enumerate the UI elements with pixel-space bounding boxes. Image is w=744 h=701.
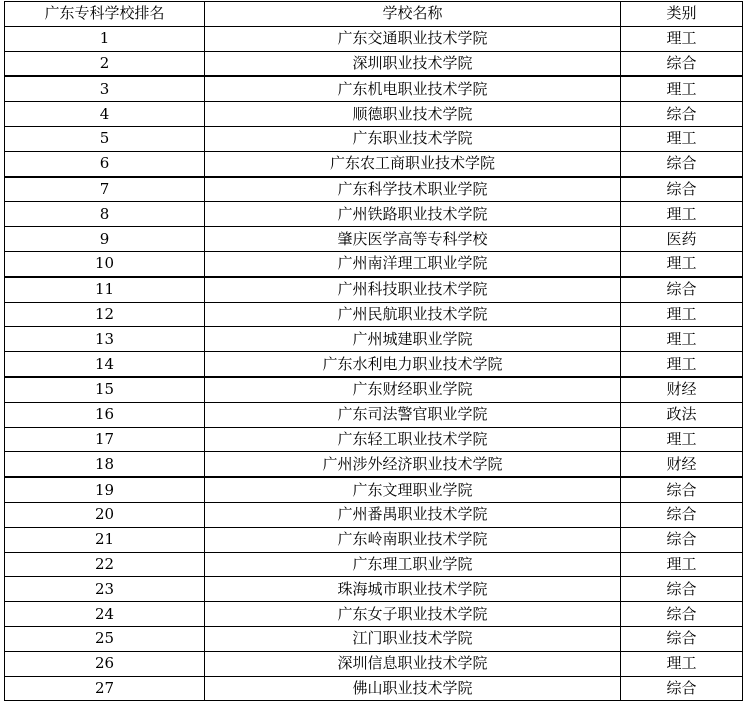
table-row (5, 302, 743, 327)
category-cell: 理工 (621, 327, 743, 352)
rank-cell: 2 (5, 51, 205, 76)
school-name-cell: 广东理工职业学院 (205, 552, 621, 577)
category-cell: 财经 (621, 377, 743, 402)
header-category: 类别 (621, 2, 743, 27)
category-cell: 理工 (621, 427, 743, 452)
category-cell: 综合 (621, 102, 743, 127)
category-cell: 综合 (621, 626, 743, 651)
school-name-cell: 广东文理职业学院 (205, 477, 621, 502)
school-name-cell: 广东交通职业技术学院 (205, 26, 621, 51)
table-row (5, 227, 743, 252)
category-cell: 综合 (621, 527, 743, 552)
school-name-cell: 广东女子职业技术学院 (205, 602, 621, 627)
table-row (5, 626, 743, 651)
table-row (5, 676, 743, 701)
rank-cell: 12 (5, 302, 205, 327)
school-name-cell: 江门职业技术学院 (205, 626, 621, 651)
header-rank: 广东专科学校排名 (5, 2, 205, 27)
rank-cell: 23 (5, 577, 205, 602)
rank-cell: 18 (5, 452, 205, 477)
rank-cell: 3 (5, 76, 205, 101)
rank-cell: 14 (5, 352, 205, 377)
school-name-cell: 广州科技职业技术学院 (205, 277, 621, 302)
header-school-name: 学校名称 (205, 2, 621, 27)
rank-cell: 17 (5, 427, 205, 452)
category-cell: 理工 (621, 26, 743, 51)
category-cell: 理工 (621, 651, 743, 676)
category-cell: 综合 (621, 51, 743, 76)
school-name-cell: 广州民航职业技术学院 (205, 302, 621, 327)
school-name-cell: 广东岭南职业技术学院 (205, 527, 621, 552)
category-cell: 综合 (621, 577, 743, 602)
rank-cell: 6 (5, 151, 205, 176)
table-row (5, 651, 743, 676)
category-cell: 理工 (621, 352, 743, 377)
rank-cell: 5 (5, 126, 205, 151)
school-name-cell: 佛山职业技术学院 (205, 676, 621, 701)
school-name-cell: 珠海城市职业技术学院 (205, 577, 621, 602)
school-name-cell: 顺德职业技术学院 (205, 102, 621, 127)
category-cell: 财经 (621, 452, 743, 477)
rank-cell: 26 (5, 651, 205, 676)
category-cell: 理工 (621, 202, 743, 227)
rank-cell: 16 (5, 402, 205, 427)
category-cell: 理工 (621, 552, 743, 577)
category-cell: 综合 (621, 151, 743, 176)
table-row (5, 26, 743, 51)
category-cell: 理工 (621, 126, 743, 151)
rank-cell: 7 (5, 177, 205, 202)
category-cell: 综合 (621, 676, 743, 701)
school-name-cell: 广东轻工职业技术学院 (205, 427, 621, 452)
school-name-cell: 广东农工商职业技术学院 (205, 151, 621, 176)
table-row (5, 51, 743, 76)
rank-cell: 24 (5, 602, 205, 627)
table-row (5, 602, 743, 627)
category-cell: 综合 (621, 277, 743, 302)
school-name-cell: 广州涉外经济职业技术学院 (205, 452, 621, 477)
rank-cell: 9 (5, 227, 205, 252)
school-name-cell: 广东机电职业技术学院 (205, 76, 621, 101)
rank-cell: 8 (5, 202, 205, 227)
school-name-cell: 广州南洋理工职业学院 (205, 251, 621, 276)
table-body (5, 26, 743, 701)
table-row (5, 577, 743, 602)
table-row (5, 377, 743, 402)
category-cell: 综合 (621, 602, 743, 627)
table-row (5, 251, 743, 276)
table-row (5, 177, 743, 202)
school-name-cell: 广州番禺职业技术学院 (205, 502, 621, 527)
header-row (5, 2, 743, 27)
school-name-cell: 广州城建职业学院 (205, 327, 621, 352)
rank-cell: 15 (5, 377, 205, 402)
category-cell: 理工 (621, 251, 743, 276)
school-ranking-table (4, 1, 743, 701)
table-row (5, 477, 743, 502)
rank-cell: 25 (5, 626, 205, 651)
category-cell: 理工 (621, 76, 743, 101)
school-name-cell: 深圳信息职业技术学院 (205, 651, 621, 676)
school-name-cell: 广东职业技术学院 (205, 126, 621, 151)
table-row (5, 352, 743, 377)
school-name-cell: 肇庆医学高等专科学校 (205, 227, 621, 252)
rank-cell: 10 (5, 251, 205, 276)
table-row (5, 102, 743, 127)
table-row (5, 277, 743, 302)
school-name-cell: 广东水利电力职业技术学院 (205, 352, 621, 377)
table-row (5, 151, 743, 176)
rank-cell: 4 (5, 102, 205, 127)
rank-cell: 22 (5, 552, 205, 577)
school-name-cell: 广州铁路职业技术学院 (205, 202, 621, 227)
category-cell: 综合 (621, 177, 743, 202)
category-cell: 综合 (621, 477, 743, 502)
table-row (5, 327, 743, 352)
rank-cell: 1 (5, 26, 205, 51)
rank-cell: 19 (5, 477, 205, 502)
table-row (5, 202, 743, 227)
school-name-cell: 广东科学技术职业学院 (205, 177, 621, 202)
table-row (5, 552, 743, 577)
rank-cell: 27 (5, 676, 205, 701)
table-row (5, 126, 743, 151)
school-name-cell: 广东司法警官职业学院 (205, 402, 621, 427)
category-cell: 政法 (621, 402, 743, 427)
table-row (5, 452, 743, 477)
category-cell: 综合 (621, 502, 743, 527)
rank-cell: 13 (5, 327, 205, 352)
school-name-cell: 深圳职业技术学院 (205, 51, 621, 76)
rank-cell: 11 (5, 277, 205, 302)
category-cell: 理工 (621, 302, 743, 327)
rank-cell: 20 (5, 502, 205, 527)
category-cell: 医药 (621, 227, 743, 252)
rank-cell: 21 (5, 527, 205, 552)
school-name-cell: 广东财经职业学院 (205, 377, 621, 402)
table-row (5, 427, 743, 452)
table-row (5, 502, 743, 527)
table-row (5, 527, 743, 552)
table-row (5, 76, 743, 101)
table-row (5, 402, 743, 427)
